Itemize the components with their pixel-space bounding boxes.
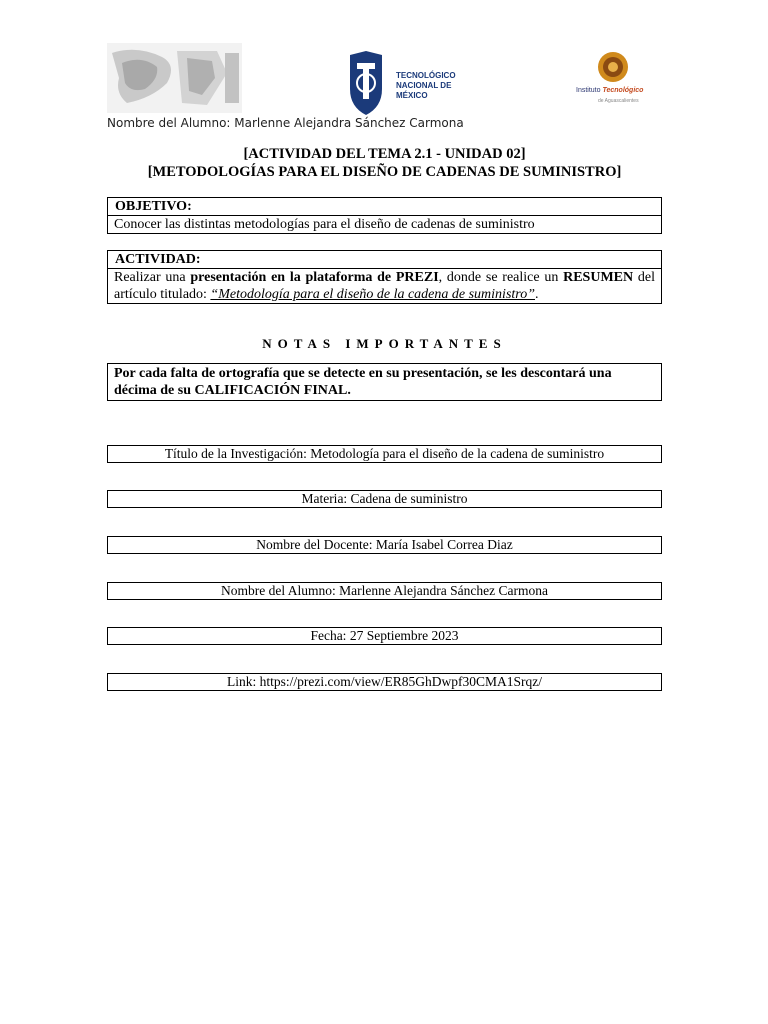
objetivo-label: OBJETIVO: [108, 198, 661, 216]
notas-title: NOTAS IMPORTANTES [262, 336, 507, 351]
objetivo-text: Conocer las distintas metodologías para el diseño de cadenas de suministro [114, 217, 535, 232]
title-line-1: [ACTIVIDAD DEL TEMA 2.1 - UNIDAD 02] [243, 146, 526, 162]
instituto-name: Instituto Tecnológico [576, 87, 644, 94]
eagle-emblem-icon [107, 43, 242, 113]
title-line-2: [METODOLOGÍAS PARA EL DISEÑO DE CADENAS DE SUMINISTRO] [147, 164, 622, 180]
tecnm-logo [346, 49, 478, 117]
field-alumno: Nombre del Alumno: Marlenne Alejandra Sánchez Carmona [107, 582, 662, 600]
field-materia: Materia: Cadena de suministro [107, 490, 662, 508]
article-title: “Metodología para el diseño de la cadena de suministro” [210, 287, 535, 302]
actividad-box [107, 250, 662, 304]
field-docente: Nombre del Docente: María Isabel Correa Diaz [107, 536, 662, 554]
actividad-text: Realizar una presentación en la plataforma de PREZI, donde se realice un RESUMEN del artículo titulado: “Metodología para el diseño de la cadena de suministro”. [114, 270, 655, 302]
instituto-logo [572, 50, 658, 112]
field-fecha: Fecha: 27 Septiembre 2023 [107, 627, 662, 645]
tecnm-line2: NACIONAL DE MÉXICO [396, 81, 452, 100]
gear-seal-icon [596, 50, 630, 84]
notas-box [107, 363, 662, 401]
document-title [107, 145, 662, 181]
tecnm-line1: TECNOLÓGICO [396, 71, 456, 80]
actividad-label: ACTIVIDAD: [108, 251, 661, 269]
field-titulo: Título de la Investigación: Metodología para el diseño de la cadena de suministro [107, 445, 662, 463]
instituto-subtitle: de Aguascalientes [598, 98, 639, 104]
header-student-name: Nombre del Alumno: Marlenne Alejandra Sánchez Carmona [107, 116, 464, 130]
objetivo-box [107, 197, 662, 234]
field-link[interactable]: Link: https://prezi.com/view/ER85GhDwpf30CMA1Srqz/ [107, 673, 662, 691]
notas-text: Por cada falta de ortografía que se detecte en su presentación, se les descontará una décima de su CALIFICACIÓN FINAL. [114, 366, 612, 398]
tecnm-shield-icon [346, 49, 386, 117]
sep-logo [107, 43, 242, 113]
